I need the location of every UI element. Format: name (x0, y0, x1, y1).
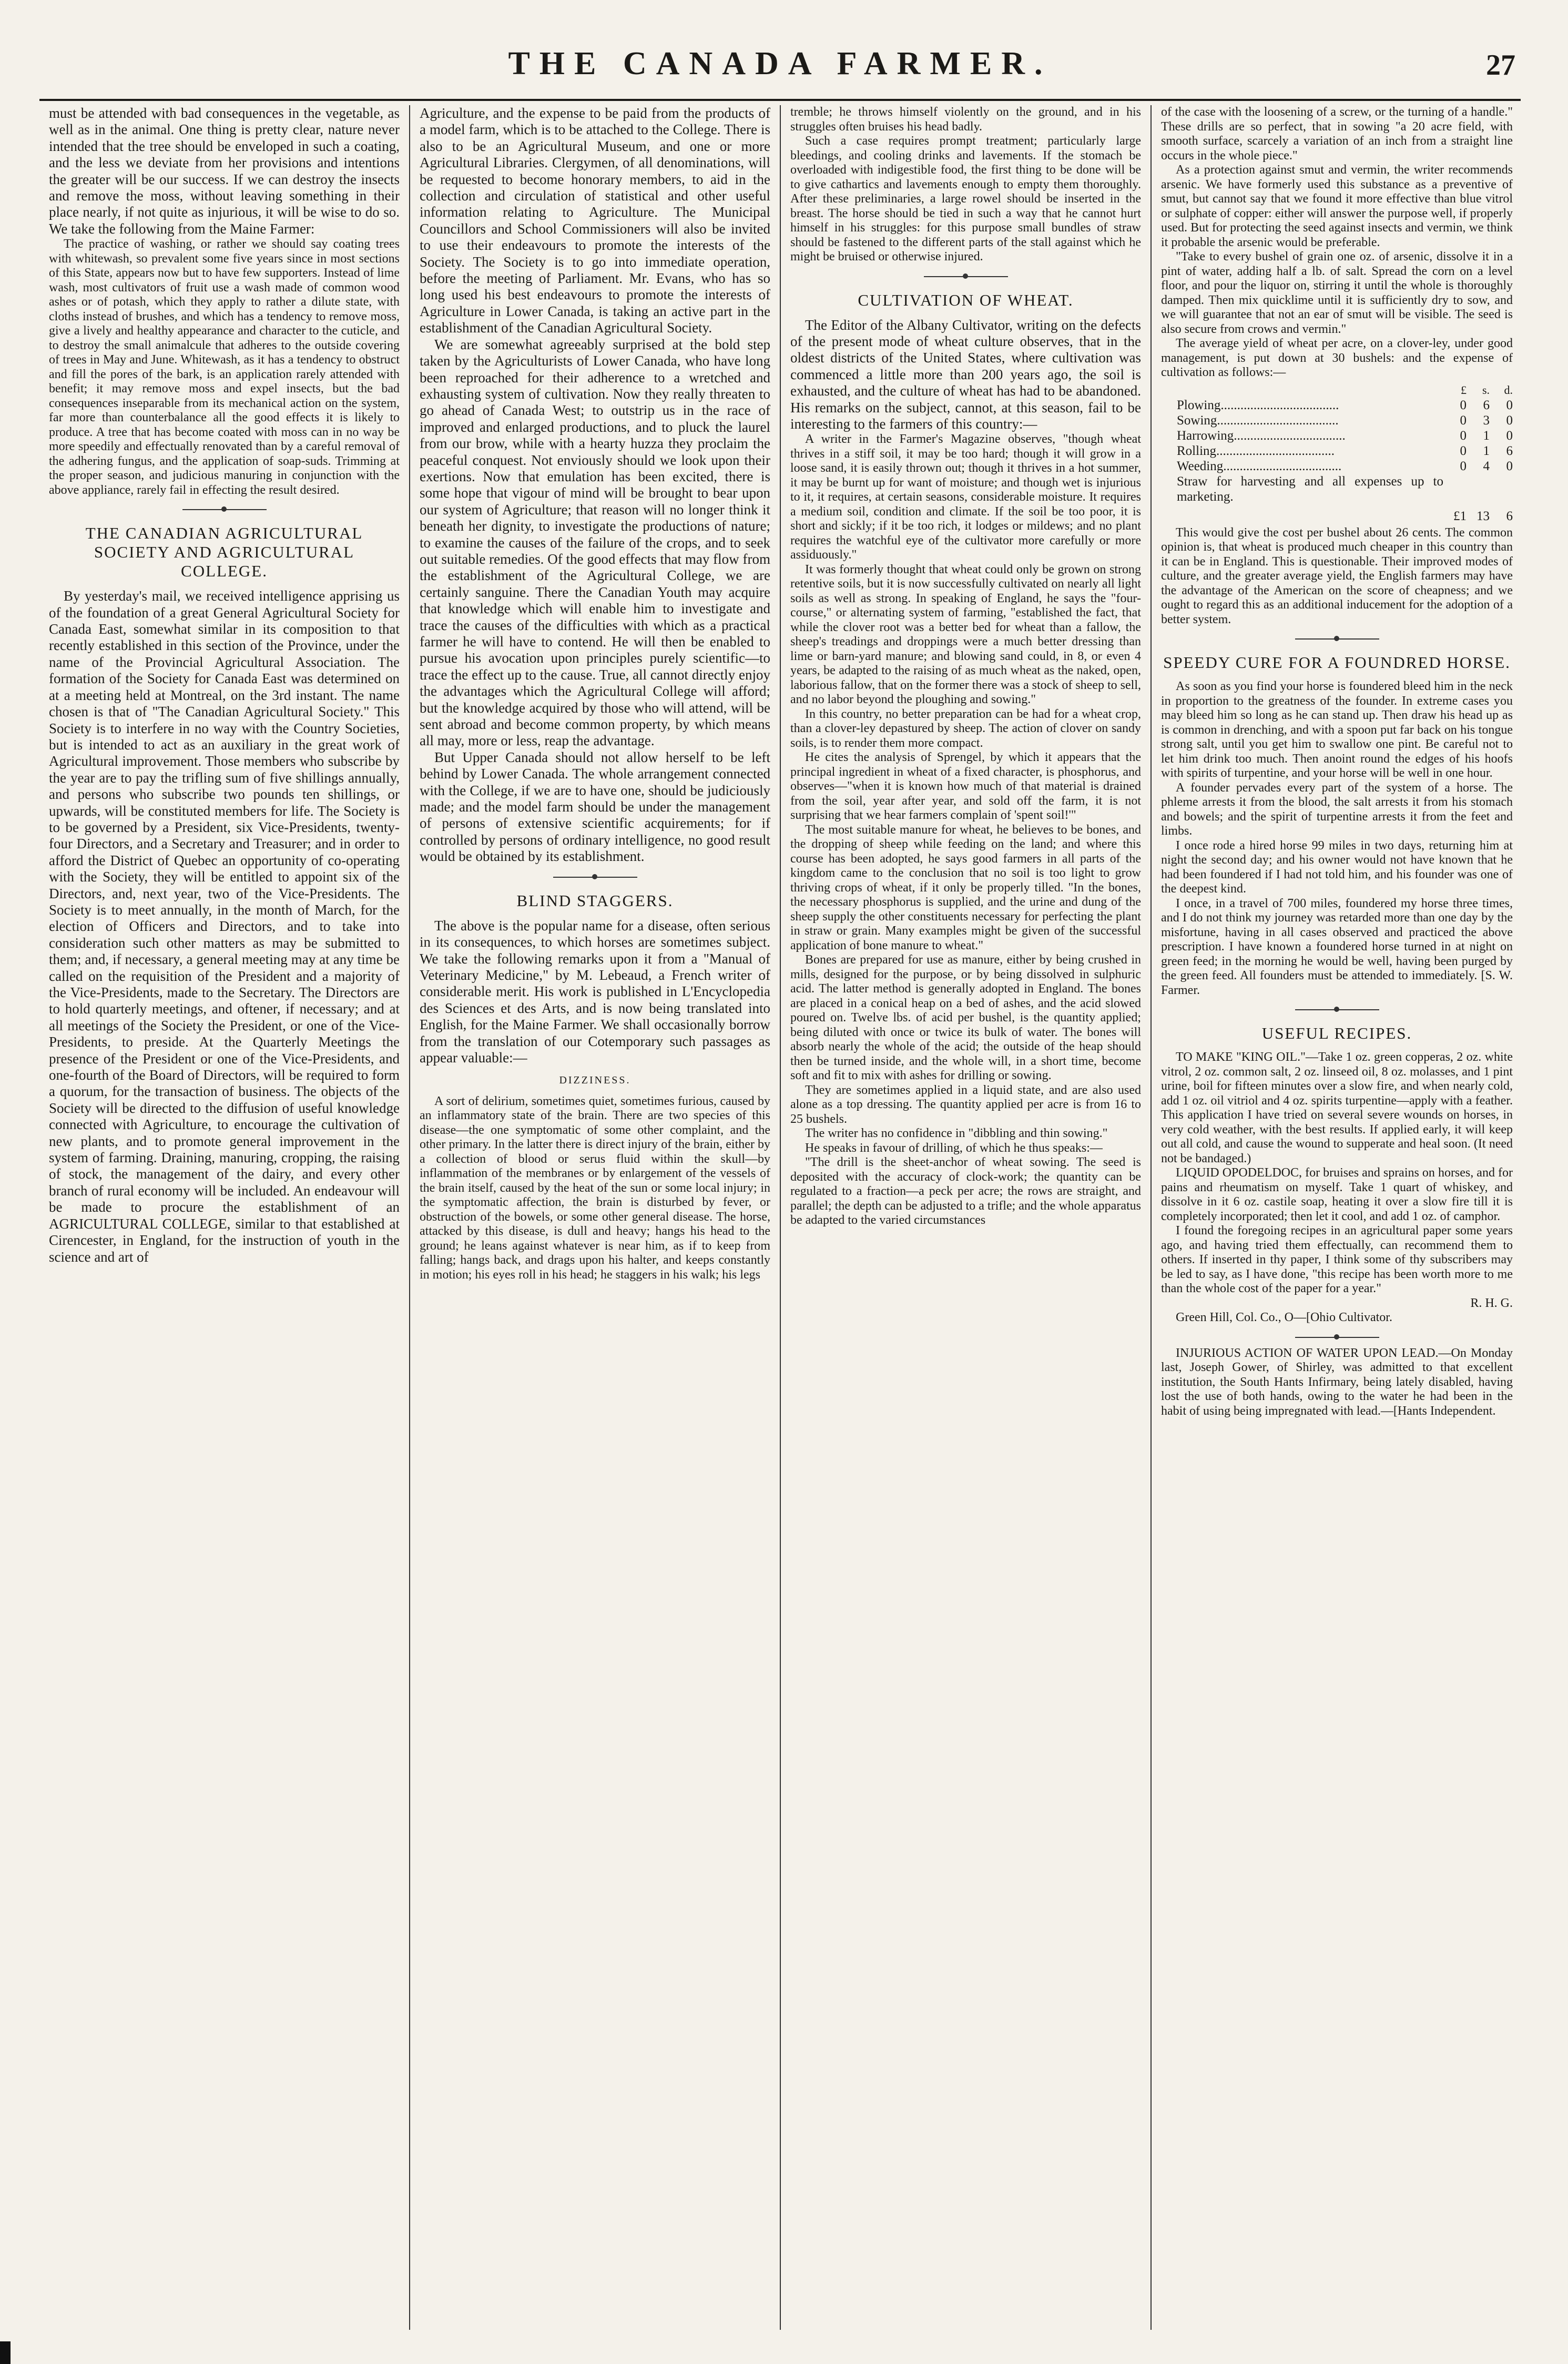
source-credit: Green Hill, Col. Co., O—[Ohio Cultivator. (1176, 1311, 1392, 1324)
shillings-header: s. (1482, 383, 1490, 397)
cost-row (1161, 428, 1513, 443)
quoted-paragraph: Such a case requires prompt treatment; particularly large bleedings, and cooling drinks and lavements. If the stomach be overloaded with indigestible food, the first thing to be done will be to give cathartics and lavements enough to empty them thoroughly. After these preliminaries, a large rowel should be inserted in the breast. The horse should be tied in such a way that he cannot hurt himself in his struggles: for this purpose small bundles of straw should be fastened to the different parts of the stall against which he might be bruised or otherwise injured. (790, 134, 1141, 263)
paragraph: It was formerly thought that wheat could only be grown on strong retentive soils, but it is now successfully cultivated on nearly all light soils as well as strong. In speaking of England, he says the "four-course," or alternating system of farming, "established the fact, that while the clover root was a better bed for wheat than a fallow, the sheep's treadings and droppings were a much better dressing than lime or barn-yard manure; and blowing sand could, in 8, or even 4 years, be adapted to the raising of as much wheat as the naked, open, laborious fallow, that on the former there was a stock of sheep to sell, and no labor beyond the ploughing and sowing." (790, 562, 1141, 707)
paragraph: A writer in the Farmer's Magazine observes, "though wheat thrives in a stiff soil, it may be too hard; though it will grow in a loose sand, it is easily thrown out; though it thrives in a hot summer, it may be burnt up for want of moisture; and though wet is injurious to it, it requires, at certain seasons, considerable moisture. It requires a medium soil, condition and climate. If the soil be too poor, it is short and sickly; if it be too rich, it lodges or mildews; and no plant requires the watchful eye of the cultivator more carefully or more assiduously." (790, 432, 1141, 562)
sub-heading: DIZZINESS. (559, 1074, 631, 1087)
quoted-paragraph: The practice of washing, or rather we should say coating trees with whitewash, so prevalent some five years since in most sections of this State, appears now but to have few supporters. Instead of lime wash, most cultivators of fruit use a wash made of common wood ashes or of potash, which they apply to rather a dilute state, with cloths instead of brushes, and which has a tendency to remove moss, give a lively and healthy appearance and character to the cuticle, and to destroy the small animalcule that adheres to the outside covering of trees in May and June. Whitewash, as it has a tendency to obstruct and fill the pores of the bark, is an application rarely attended with benefit; it may remove moss and expel insects, but the bad consequences inseparable from its mechanical action on the system, far more than counterbalance all the good effects it is likely to produce. A tree that has become coated with moss can in no way be more speedily and effectually renovated than by a careful removal of the adhering fungus, and the application of soap-suds. Trimming at the proper season, and judicious manuring in conjunction with the above appliance, rarely fail in effecting the result desired. (49, 237, 400, 497)
section-divider (1295, 1006, 1379, 1013)
article-heading: CULTIVATION OF WHEAT. (858, 290, 1074, 309)
article-columns (39, 105, 1522, 2330)
cost-row (1161, 398, 1513, 413)
article-heading: BLIND STAGGERS. (516, 891, 674, 910)
paragraph: A founder pervades every part of the system of a horse. The phleme arrests it from the blood, the salt arrests it from his stomach and bowels; and the spirit of turpentine arrests it from the feet and limbs. (1161, 780, 1513, 838)
quoted-paragraph: A sort of delirium, sometimes quiet, sometimes furious, caused by an inflammatory state of the brain. There are two species of this disease—the one symptomatic of some other complaint, and the other primary. In the latter there is direct injury of the brain, either by a collection of blood or serus fluid within the skull—by inflammation of the membranes or by enlargement of the vessels of the brain itself, caused by the heat of the sun or some local injury; in the symptomatic affection, the brain is disturbed by fever, or obstruction of the bowels, or some other general disease. The horse, attacked by this disease, is dull and heavy; hangs his head to the ground; he leans against whatever is near him, as if to keep from falling; hangs back, and drags upon his halter, and keeps constantly in motion; his eyes roll in his head; he staggers in his walk; his legs (420, 1094, 770, 1282)
column-2 (410, 105, 781, 2330)
paragraph: must be attended with bad consequences in the vegetable, as well as in the animal. One thing is pretty clear, nature never intended that the tree should be enveloped in such a coating, and the less we deviate from her provisions and intentions the greater will be our success. If we can destroy the insects and remove the moss, without leaving something in their place nearly, if not quite as injurious, it will be wise to do so. We take the following from the Maine Farmer: (49, 105, 400, 237)
cost-shillings: 6 (1483, 398, 1490, 412)
article-heading: USEFUL RECIPES. (1261, 1024, 1412, 1042)
paragraph: of the case with the loosening of a screw, or the turning of a handle." These drills are so perfect, that in sowing "a 20 acre field, with smooth surface, scarcely a variation of an inch from a straight line occurs in the whole piece." (1161, 105, 1513, 163)
paragraph: As a protection against smut and vermin, the writer recommends arsenic. We have formerly used this substance as a preventive of smut, but cannot say that we found it more effective than blue vitrol or sulphate of copper: either will answer the purpose well, if properly used. But for protecting the seed against insects and vermin, we think it probable the arsenic would be preferable. (1161, 163, 1513, 249)
paragraph: The Editor of the Albany Cultivator, writing on the defects of the present mode of wheat culture observes, that in the oldest districts of the United States, where cultivation was commenced a little more than 200 years ago, the soil is exhausted, and the culture of wheat has had to be abandoned. His remarks on the subject, cannot, at this season, fail to be interesting to the farmers of this country:— (790, 317, 1141, 432)
paragraph: The most suitable manure for wheat, he believes to be bones, and the dropping of sheep while feeding on the land; and where this course has been adopted, he says good farmers in all parts of the kingdom came to the conclusion that no soil is too light to grow thriving crops of wheat, if it only be properly tilled. "In the bones, the necessary phosphorus is supplied, and the urine and dung of the sheep supply the other constituents necessary for perfecting the plant in straw or grain. Many examples might be given of the successful application of bone manure to wheat." (790, 823, 1141, 952)
masthead (39, 41, 1521, 101)
paragraph: I found the foregoing recipes in an agricultural paper some years ago, and having tried them effectually, can recommend them to others. If inserted in thy paper, I think some of thy subscribers may be led to say, as I have done, "this recipe has been worth more to me than the whole cost of the paper for a year." (1161, 1224, 1513, 1295)
column-3 (781, 105, 1152, 2330)
paragraph: But Upper Canada should not allow herself to be left behind by Lower Canada. The whole arrangement connected with the College, if we are to have one, should be judiciously made; and the model farm should be under the management of persons of extensive scientific acquirements; for if controlled by persons of ordinary intelligence, no good result would be obtained by its establishment. (420, 749, 770, 865)
paragraph: Bones are prepared for use as manure, either by being crushed in mills, designed for the purpose, or by being dissolved in sulphuric acid. The latter method is generally adopted in England. The bones are placed in a conical heap on a bed of ashes, and the acid slowed poured on. Twelve lbs. of acid per bushel, is the quantity applied; being diluted with once or twice its bulk of water. The bones will absorb nearly the whole of the acid; the outside of the heap should then be turned inside, and the whole will, in a short time, become soft and fit to mix with ashes for drilling or sowing. (790, 953, 1141, 1083)
quoted-paragraph: tremble; he throws himself violently on the ground, and in his struggles often bruises his head badly. (790, 105, 1141, 134)
page-number: 27 (1486, 49, 1515, 82)
cost-pounds: 0 (1460, 398, 1467, 412)
cost-shillings: 4 (1483, 459, 1490, 473)
article-heading: THE CANADIAN AGRICULTURAL SOCIETY AND AGRICULTURAL COLLEGE. (85, 524, 363, 581)
paragraph: We are somewhat agreeably surprised at the bold step taken by the Agriculturists of Lower Canada, who have long been reproached for their adherence to a wretched and exhausting system of cultivation. Now they really threaten to go ahead of Canada West; to outstrip us in the race of improved and enlarged productions, and to pluck the laurel from our brow, while with a hearty huzza they proclaim the peaceful conquest. Not enviously should we look upon their exertions. Now that emulation has been excited, there is some hope that vigour of mind will be brought to bear upon our system of Agriculture; that reason will no longer think it beneath her dignity, to investigate the productions of nature; to examine the causes of the failure of the crops, and to seek out suitable remedies. Of the good effects that may flow from the establishment of the Agricultural College, we are certainly sanguine. There the Canadian Youth may acquire that knowledge which will enable him to investigate and trace the causes of the difficulties with which as a practical farmer he will have to contend. He will then be enabled to pursue his avocation upon principles purely scientific—to trace the effect up to the cause. True, all cannot directly enjoy the advantages which the Agricultural College will afford; but the knowledge acquired by those who will attend, will be sent abroad and become common property, by which means all may, more or less, reap the advantage. (420, 336, 770, 749)
paragraph: The average yield of wheat per acre, on a clover-ley, under good management, is put down at 30 bushels: and the expense of cultivation as follows:— (1161, 337, 1513, 379)
cost-table (1161, 382, 1513, 524)
paragraph: He speaks in favour of drilling, of which he thus speaks:— (805, 1141, 1103, 1155)
cost-item: Rolling.................................... (1177, 443, 1335, 458)
total-pounds: £1 (1453, 509, 1467, 523)
cost-row (1161, 413, 1513, 428)
signature: R. H. G. (1470, 1296, 1513, 1310)
cost-item: Sowing..................................... (1177, 413, 1339, 428)
section-divider (1295, 635, 1379, 643)
cost-pence: 0 (1506, 413, 1513, 428)
cost-row (1161, 443, 1513, 459)
paragraph: The writer has no confidence in "dibbling and thin sowing." (805, 1127, 1108, 1141)
paragraph: "Take to every bushel of grain one oz. of arsenic, dissolve it in a pint of water, adding half a lb. of salt. Spread the corn on a level floor, and pour the liquor on, stirring it until the whole is thoroughly damped. Then mix quicklime until it is sufficiently dry to sow, and we will guarantee that not an ear of smut will be visible. The seed is also secure from crows and vermin." (1161, 250, 1513, 336)
paragraph: By yesterday's mail, we received intelligence apprising us of the foundation of a great General Agricultural Society for Canada East, somewhat similar in its composition to that recently established in this section of the Province, under the name of the Provincial Agricultural Association. The formation of the Society for Canada East was determined on at a meeting held at Montreal, on the 3rd instant. The name chosen is that of "The Canadian Agricultural Society." This Society is to interfere in no way with the Country Societies, but is intended to act as an auxiliary in the great work of Agricultural improvement. Those members who subscribe by the year are to pay the trifling sum of five shillings annually, and persons who subscribe two pounds ten shillings, or upwards, will be constituted members for life. The Society is to be governed by a President, six Vice-Presidents, twenty-four Directors, and a Secretary and Treasurer; and in order to afford the District of Quebec an opportunity of co-operating with the Society, they will be entitled to appoint six of the Directors, and, next year, two of the Vice-Presidents. The Society is to meet annually, in the month of March, for the election of Officers and Directors, and to take into consideration such other matters as may be submitted to them; and, if necessary, a general meeting may at any time be called on the requisition of the President and a majority of the Vice-Presidents, made to the Secretary. The Directors are to hold quarterly meetings, and oftener, if necessary; and at all meetings of the Society the President, or one of the Vice-Presidents, to preside. At the Quarterly Meetings the presence of the President or one of the Vice-Presidents, and one-fourth of the Board of Directors, will be required to form a quorum, for the transaction of business. The objects of the Society will be directed to the diffusion of useful knowledge connected with Agriculture, to encourage the cultivation of new plants, and to promote general improvement in the system of farming. Draining, manuring, cropping, the raising of stock, the management of the dairy, and every other branch of rural economy will be included. An endeavour will be made to procure the establishment of an AGRICULTURAL COLLEGE, similar to that established at Cirencester, in England, for the instruction of youth in the science and art of (49, 588, 400, 1265)
cost-pence: 0 (1506, 428, 1513, 443)
newspaper-title: THE CANADA FARMER. (508, 46, 1052, 82)
paragraph: LIQUID OPODELDOC, for bruises and sprains on horses, and for pains and rheumatism on myself. Take 1 quart of whiskey, and dissolve in it 6 oz. castile soap, heating it over a slow fire till it is completely incorporated; then let it cool, and add 1 oz. of camphor. (1161, 1166, 1513, 1223)
section-divider (924, 273, 1008, 280)
cost-pounds: 0 (1460, 443, 1467, 458)
cost-table-header (1161, 382, 1513, 398)
cost-item: Harrowing.................................. (1177, 428, 1346, 443)
cost-pounds (1443, 474, 1467, 504)
pounds-header: £ (1461, 383, 1467, 397)
cost-shillings: 1 (1483, 443, 1490, 458)
cost-pounds: 0 (1460, 428, 1467, 443)
paragraph: "The drill is the sheet-anchor of wheat sowing. The seed is deposited with the accuracy of clock-work; the quantity can be regulated to a fraction—a peck per acre; the rows are straight, and parallel; the depth can be adjusted to a trifle; and the whole apparatus be adapted to the varied circumstances (790, 1155, 1141, 1227)
paragraph: In this country, no better preparation can be had for a wheat crop, than a clover-ley depastured by sheep. The action of clover on sandy soils, is to render them more compact. (790, 707, 1141, 750)
article-heading: SPEEDY CURE FOR A FOUNDRED HORSE. (1163, 653, 1511, 672)
cost-pounds: 0 (1460, 413, 1467, 428)
cost-pence: 0 (1506, 459, 1513, 473)
cost-shillings: 3 (1483, 413, 1490, 428)
paragraph: Agriculture, and the expense to be paid from the products of a model farm, which is to be attached to the College. There is also to be an Agricultural Museum, and one or more Agricultural Libraries. Clergymen, of all denominations, will be requested to become honorary members, to aid in the collection and circulation of statistical and other useful information relating to Agriculture. The Municipal Councillors and School Commissioners will also be invited to use their endeavours to promote the interests of the Society. The Society is to go into immediate operation, before the meeting of Parliament. Mr. Evans, who has so long used his best endeavours to promote the interests of Agriculture in Lower Canada, is taking an active part in the establishment of the Canadian Agricultural Society. (420, 105, 770, 336)
total-shillings: 13 (1477, 509, 1490, 523)
paragraph: The above is the popular name for a disease, often serious in its consequences, to which horses are sometimes subject. We take the following remarks upon it from a "Manual of Veterinary Medicine," by M. Lebeaud, a French writer of considerable merit. His work is published in L'Encyclopedia des Sciences et des Arts, and is now being translated into English, for the Maine Farmer. We shall occasionally borrow from the translation of our Cotemporary such passages as appear valuable:— (420, 917, 770, 1066)
registration-mark (0, 2341, 11, 2364)
paragraph: This would give the cost per bushel about 26 cents. The common opinion is, that wheat is produced much cheaper in this country than it can be in England. This is questionable. Their improved modes of culture, and the greater average yield, the English farmers may have the advantage of the American on the score of cheapness; and we ought to regard this as an additional inducement for the adoption of a better system. (1161, 525, 1513, 626)
cost-row (1161, 459, 1513, 474)
cost-pence (1490, 474, 1513, 504)
paragraph: He cites the analysis of Sprengel, by which it appears that the principal ingredient in wheat of a fixed character, is phosphorus, and observes—"when it is known how much of that material is drained from the soil, year after year, and sold off the farm, it is not surprising that we hear farmers complain of 'spent soil!'" (790, 750, 1141, 823)
cost-total-row (1161, 504, 1513, 524)
cost-pounds: 0 (1460, 459, 1467, 473)
cost-shillings (1467, 474, 1490, 504)
cost-pence: 6 (1506, 443, 1513, 458)
paragraph: They are sometimes applied in a liquid state, and are also used alone as a top dressing. The quantity applied per acre is from 16 to 25 bushels. (790, 1083, 1141, 1126)
paragraph: I once rode a hired horse 99 miles in two days, returning him at night the second day; and his owner would not have known that he had been foundered if I had not told him, and his founder was one of the deepest kind. (1161, 838, 1513, 896)
cost-item: Plowing.................................... (1177, 398, 1339, 412)
section-divider (553, 874, 637, 881)
cost-row (1161, 474, 1513, 504)
paragraph: INJURIOUS ACTION OF WATER UPON LEAD.—On Monday last, Joseph Gower, of Shirley, was admitted to that excellent institution, the South Hants Infirmary, being lately disabled, having lost the use of both hands, owing to the water he had been in the habit of using being impregnated with lead.—[Hants Independent. (1161, 1346, 1513, 1418)
section-divider (182, 506, 267, 513)
cost-pence: 0 (1506, 398, 1513, 412)
paragraph: I once, in a travel of 700 miles, foundered my horse three times, and I do not think my journey was retarded more than one day by the misfortune, having in all cases observed and practiced the above prescription. I have known a foundered horse turned in at night on green feed; in the morning he would be well, having been purged by the green feed. All founders must be attended to immediately. [S. W. Farmer. (1161, 896, 1513, 997)
pence-header: d. (1504, 383, 1513, 397)
section-divider (1295, 1334, 1379, 1341)
paragraph: TO MAKE "KING OIL."—Take 1 oz. green copperas, 2 oz. white vitrol, 2 oz. common salt, 2 oz. linseed oil, 8 oz. molasses, and 1 pint urine, boil for fifteen minutes over a slow fire, and when nearly cold, add 1 oz. oil vitriol and 4 oz. spirits turpentine—apply with a feather. This application I have tried on several severe wounds on horses, in very cold weather, with the best results. If applied early, it will keep out all cold, and cause the wound to supperate and heal soon. (It need not be bandaged.) (1161, 1050, 1513, 1165)
column-1 (39, 105, 410, 2330)
cost-shillings: 1 (1483, 428, 1490, 443)
total-pence: 6 (1506, 509, 1513, 523)
paragraph: As soon as you find your horse is foundered bleed him in the neck in proportion to the greatness of the founder. In extreme cases you may bleed him so long as he can stand up. Then draw his head up as is common in drenching, and with a spoon put far back on his tongue strong salt, until you get him to swallow one pint. Be careful not to let him drink too much. Then anoint round the edges of his hoofs with spirits of turpentine, and your horse will be well in one hour. (1161, 679, 1513, 780)
cost-item: Weeding.................................... (1177, 459, 1342, 473)
cost-item: Straw for harvesting and all expenses up to marketing. (1177, 474, 1443, 504)
column-4 (1152, 105, 1522, 2330)
